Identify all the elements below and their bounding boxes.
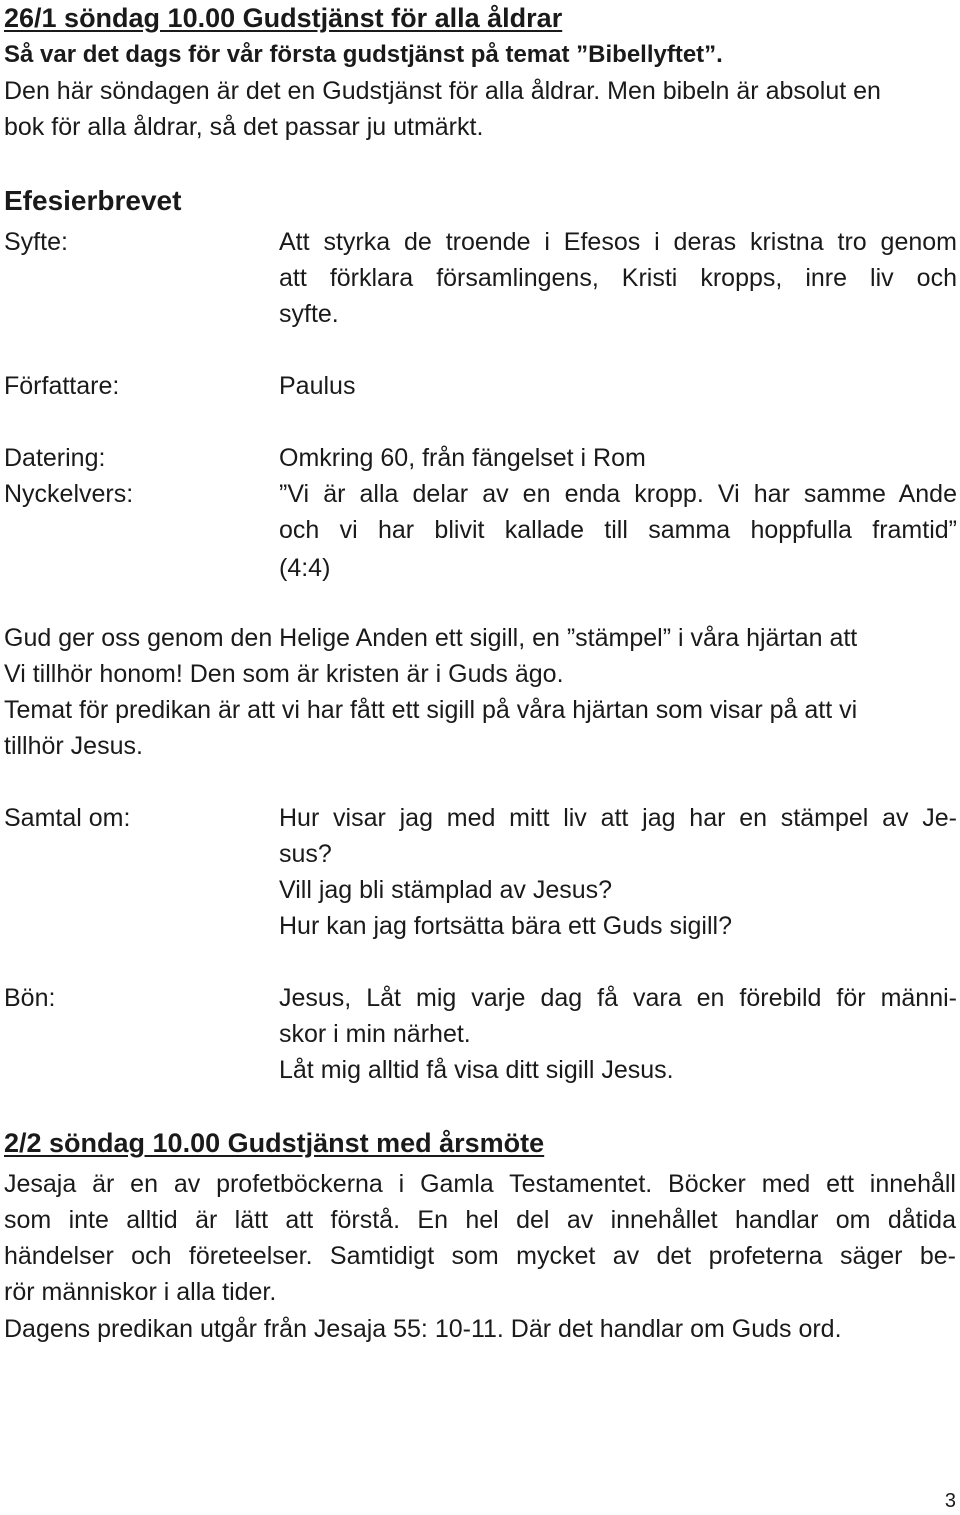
body-text-line: Temat för predikan är att vi har fått ett sigill på våra hjärtan som visar på att vi — [4, 696, 858, 724]
prayer-label: Bön: — [4, 984, 56, 1012]
talk-line: sus? — [279, 840, 332, 868]
prayer-line: skor i min närhet. — [279, 1020, 471, 1048]
book-title: Efesierbrevet — [4, 185, 182, 216]
section2-text-line: Dagens predikan utgår från Jesaja 55: 10-11. Där det handlar om Guds ord. — [4, 1315, 842, 1343]
body-text-line: Vi tillhör honom! Den som är kristen är i Guds ägo. — [4, 660, 564, 688]
talk-line: Vill jag bli stämplad av Jesus? — [279, 876, 613, 904]
section2-text-line: som inte alltid är lätt att förstå. En hel del av innehållet handlar om dåtida — [4, 1206, 956, 1234]
purpose-line: Att styrka de troende i Efesos i deras kristna tro genom — [279, 228, 957, 256]
author-label: Författare: — [4, 372, 120, 400]
talk-label: Samtal om: — [4, 804, 131, 832]
talk-line: Hur kan jag fortsätta bära ett Guds sigill? — [279, 912, 733, 940]
key-verse-label: Nyckelvers: — [4, 480, 134, 508]
body-text-line: tillhör Jesus. — [4, 732, 143, 760]
intro-text-line: Den här söndagen är det en Gudstjänst för alla åldrar. Men bibeln är absolut en — [4, 77, 881, 105]
purpose-label: Syfte: — [4, 228, 68, 256]
prayer-line: Låt mig alltid få visa ditt sigill Jesus. — [279, 1056, 674, 1084]
intro-text-line: bok för alla åldrar, så det passar ju utmärkt. — [4, 113, 484, 141]
section2-text-line: rör människor i alla tider. — [4, 1278, 277, 1306]
section2-text-line: händelser och företeelser. Samtidigt som mycket av det profeterna säger be- — [4, 1242, 956, 1270]
key-verse-line: och vi har blivit kallade till samma hoppfulla framtid” — [279, 516, 957, 544]
purpose-line: att förklara församlingens, Kristi kropps, inre liv och — [279, 264, 957, 292]
section-heading-gudstjanst-arsmote: 2/2 söndag 10.00 Gudstjänst med årsmöte — [4, 1128, 545, 1158]
section-heading-gudstjanst-alla-aldrar: 26/1 söndag 10.00 Gudstjänst för alla åldrar — [4, 3, 563, 33]
prayer-line: Jesus, Låt mig varje dag få vara en förebild för männi- — [279, 984, 957, 1012]
page-number: 3 — [944, 1490, 956, 1512]
dating-label: Datering: — [4, 444, 106, 472]
intro-bold-text: Så var det dags för vår första gudstjänst på temat ”Bibellyftet”. — [4, 41, 723, 68]
key-verse-line: ”Vi är alla delar av en enda kropp. Vi har samme Ande — [279, 480, 957, 508]
author-value: Paulus — [279, 372, 356, 400]
body-text-line: Gud ger oss genom den Helige Anden ett sigill, en ”stämpel” i våra hjärtan att — [4, 624, 858, 652]
section2-text-line: Jesaja är en av profetböckerna i Gamla Testamentet. Böcker med ett innehåll — [4, 1170, 956, 1198]
key-verse-reference: (4:4) — [279, 554, 331, 582]
talk-line: Hur visar jag med mitt liv att jag har en stämpel av Je- — [279, 804, 957, 832]
purpose-line: syfte. — [279, 300, 339, 328]
dating-value: Omkring 60, från fängelset i Rom — [279, 444, 646, 472]
